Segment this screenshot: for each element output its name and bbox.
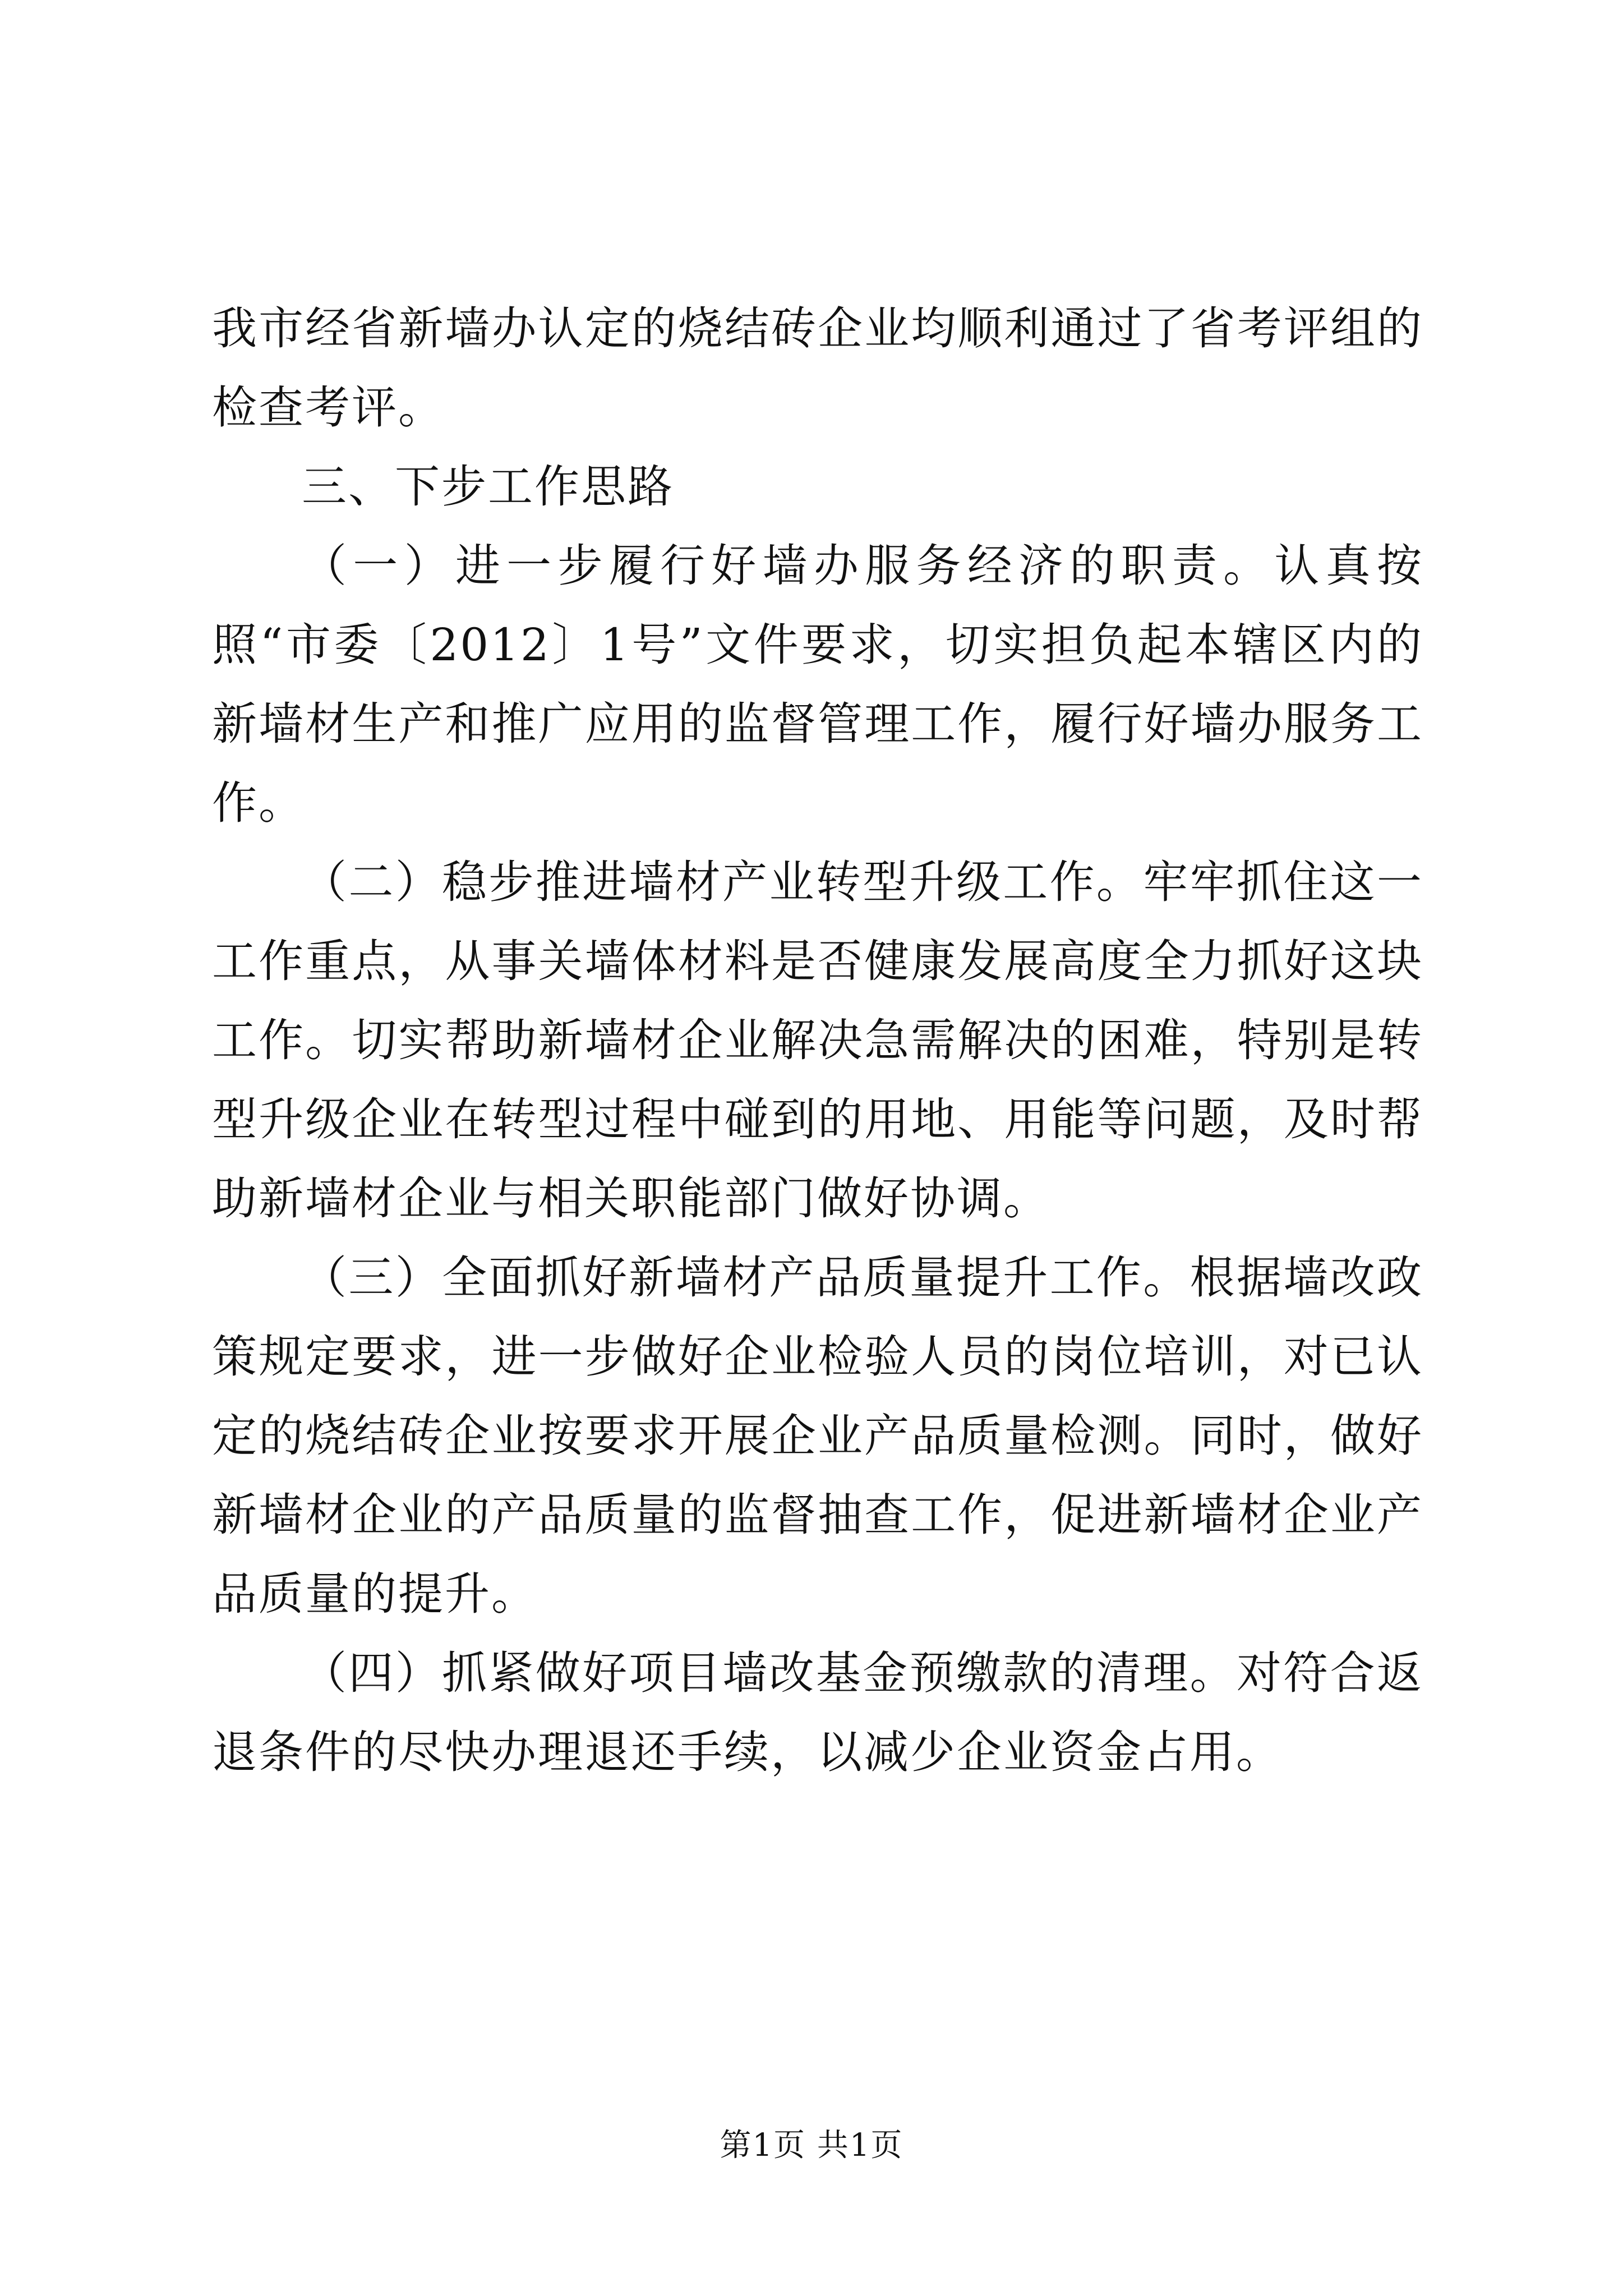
page-footer xyxy=(0,2126,1623,2165)
paragraph-item-4: （四）抓紧做好项目墙改基金预缴款的清理。对符合返退条件的尽快办理退还手续，以减少企业资金占用。 xyxy=(212,1647,1423,1778)
document-body xyxy=(212,289,1423,1792)
paragraph-item-1: （一）进一步履行好墙办服务经济的职责。认真按照“市委〔2012〕1号”文件要求，切实担负起本辖区内的新墙材生产和推广应用的监督管理工作，履行好墙办服务工作。 xyxy=(212,540,1423,829)
paragraph-continuation: 我市经省新墙办认定的烧结砖企业均顺利通过了省考评组的检查考评。 xyxy=(212,302,1423,434)
page-number: 第1页 共1页 xyxy=(720,2127,903,2164)
paragraph-item-3: （三）全面抓好新墙材产品质量提升工作。根据墙改政策规定要求，进一步做好企业检验人员的岗位培训，对已认定的烧结砖企业按要求开展企业产品质量检测。同时，做好新墙材企业的产品质量的监督抽查工作，促进新墙材企业产品质量的提升。 xyxy=(212,1251,1423,1620)
section-heading: 三、下步工作思路 xyxy=(302,461,674,513)
paragraph-item-2: （二）稳步推进墙材产业转型升级工作。牢牢抓住这一工作重点，从事关墙体材料是否健康发展高度全力抓好这块工作。切实帮助新墙材企业解决急需解决的困难，特别是转型升级企业在转型过程中碰到的用地、用能等问题，及时帮助新墙材企业与相关职能部门做好协调。 xyxy=(212,856,1423,1225)
